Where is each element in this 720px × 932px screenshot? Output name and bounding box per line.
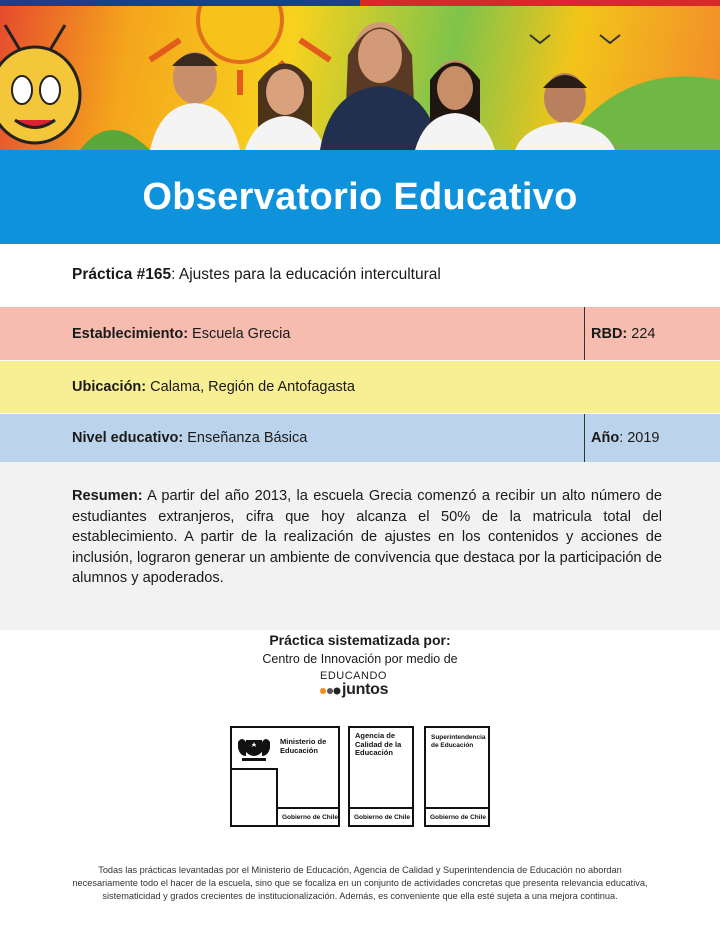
logo-divider (276, 768, 278, 825)
establecimiento-label: Establecimiento: (72, 325, 189, 342)
practica-label: Práctica #165 (72, 266, 172, 283)
educando-juntos-logo (320, 670, 400, 700)
superintendencia-name-line1: Superintendencia (431, 734, 486, 741)
disclaimer-text: Todas las prácticas levantadas por el Ministerio de Educación, Agencia de Calidad y Superintendencia de Educación no abordan necesariamente todo el hacer de la escuela, sino que se focaliza en un conjunto de actividades concretas que presenta relevancia educativa, sistematicidad y grados crecientes de institucionalización. Además, es conveniente que ella esté sujeta a una mejora continua. (72, 865, 648, 901)
juntos-logo-text: juntos (342, 681, 389, 698)
mural-illustration (0, 0, 720, 150)
page-title: Observatorio Educativo (142, 175, 578, 218)
practica-row (0, 244, 720, 306)
ubicacion-value: Calama, Región de Antofagasta (146, 379, 355, 395)
agencia-calidad-logo (348, 726, 414, 827)
ubicacion-label: Ubicación: (72, 379, 147, 395)
establecimiento-value: Escuela Grecia (188, 325, 291, 342)
rbd-label: RBD: (591, 325, 628, 342)
ministerio-footer: Gobierno de Chile (282, 814, 338, 821)
nivel-label: Nivel educativo: (72, 430, 184, 446)
educando-logo-text: EDUCANDO (320, 670, 387, 682)
logo-divider (232, 768, 276, 770)
resumen-label: Resumen: (72, 488, 143, 504)
agencia-footer: Gobierno de Chile (354, 814, 410, 821)
resumen-text: A partir del año 2013, la escuela Grecia comenzó a recibir un alto número de estudiantes extranjeros, cifra que hoy alcanza el 50% de la matricula total del establecimiento. A partir de la realización de ajustes en los contenidos y acciones de inclusión, lograron generar un ambiente de convivencia que destaca por la participación de alumnos y apoderados. (72, 488, 662, 586)
coat-of-arms-icon (236, 734, 272, 762)
superintendencia-name-line2: de Educación (431, 741, 474, 749)
logo-divider (350, 807, 412, 809)
ministerio-educacion-logo (230, 726, 340, 827)
resumen-section (0, 462, 720, 630)
agencia-name-line3: Educación (355, 748, 393, 757)
superintendencia-logo (424, 726, 490, 827)
logo-dots-icon (320, 686, 342, 696)
flag-stripe (0, 0, 720, 6)
anio-label: Año (591, 430, 620, 446)
logo-divider (278, 807, 338, 809)
title-banner (0, 150, 720, 244)
agencia-name-line1: Agencia de (355, 731, 396, 740)
nivel-value: Enseñanza Básica (183, 430, 308, 446)
establecimiento-row (0, 307, 720, 360)
anio-value: : 2019 (619, 430, 660, 446)
header-photo (0, 0, 720, 150)
agencia-name-line2: Calidad de la (355, 739, 402, 749)
sistematizada-subtitle: Centro de Innovación por medio de (262, 652, 458, 666)
rbd-value: 224 (627, 325, 656, 342)
superintendencia-footer: Gobierno de Chile (430, 814, 486, 821)
practica-title: : Ajustes para la educación intercultural (171, 266, 441, 283)
ministerio-name-line1: Ministerio de (280, 737, 327, 746)
ubicacion-row (0, 361, 720, 413)
ministerio-name-line2: Educación (280, 745, 318, 755)
logo-divider (426, 807, 488, 809)
sistematizada-title: Práctica sistematizada por: (269, 632, 451, 648)
nivel-row (0, 414, 720, 462)
